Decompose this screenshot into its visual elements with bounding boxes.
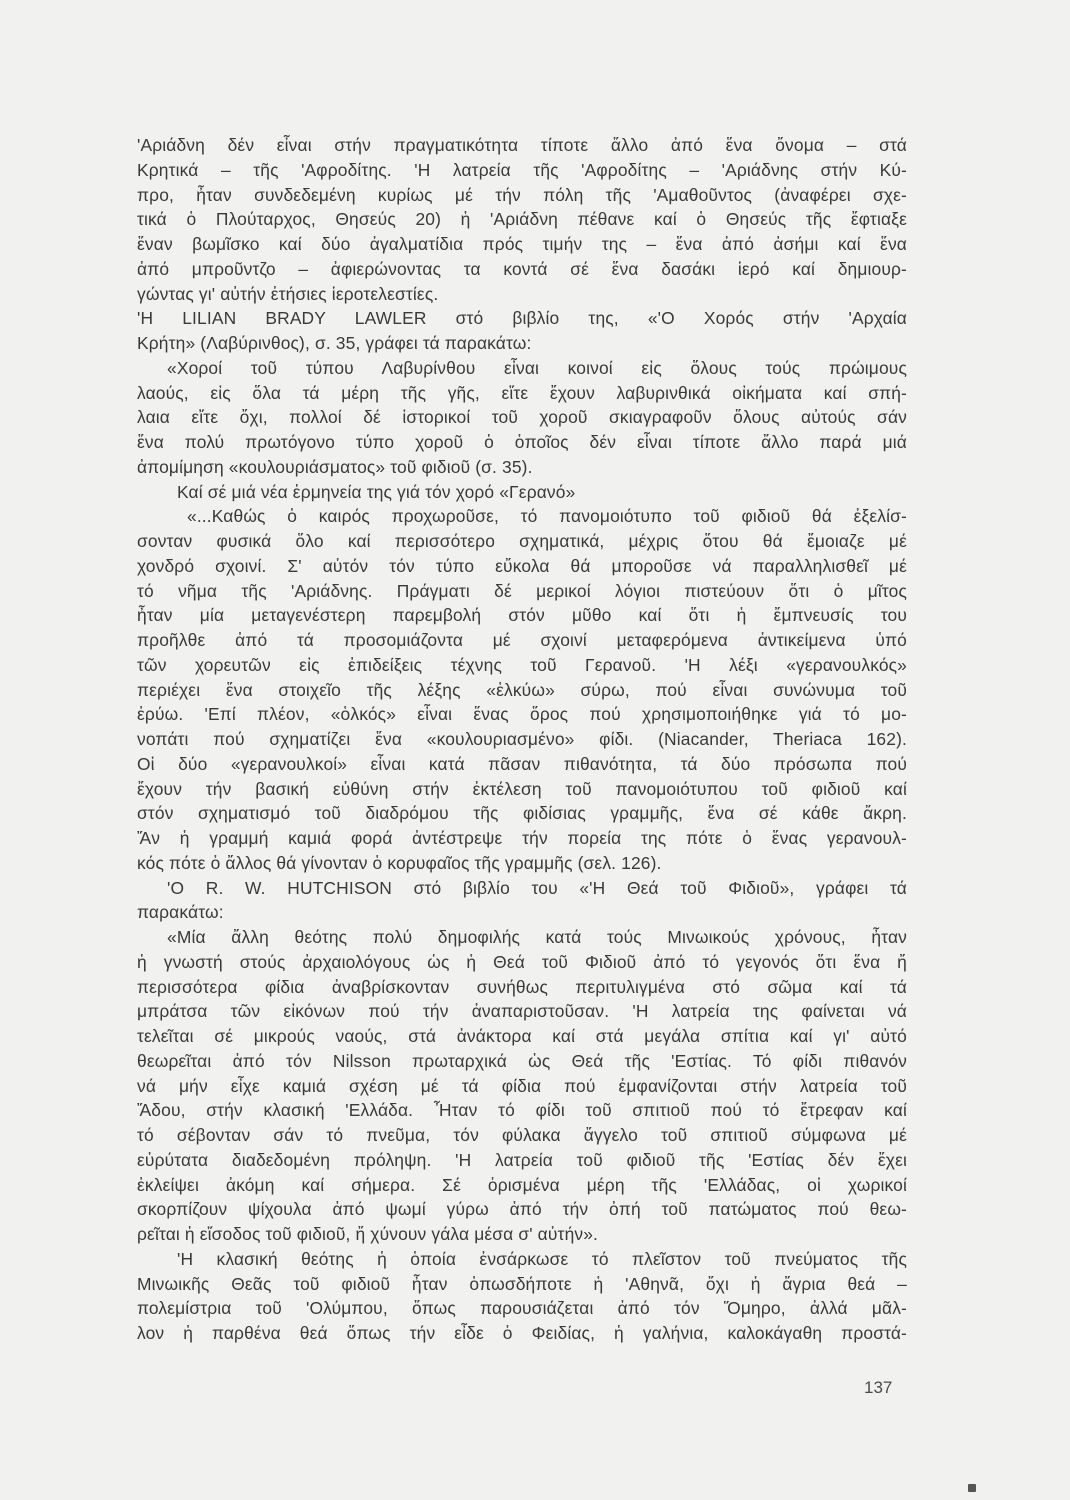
- page-number: 137: [864, 1378, 893, 1397]
- text-line: Ἄδου, στήν κλασική 'Ελλάδα. Ἦταν τό φίδι τοῦ σπιτιοῦ πού τό ἔτρεφαν καί: [137, 1100, 907, 1121]
- text-line: πολεμίστρια τοῦ 'Ολύμπου, ὅπως παρουσιάζεται ἀπό τόν Ὅμηρο, ἀλλά μᾶλ-: [137, 1298, 907, 1319]
- text-line: Μινωικῆς Θεᾶς τοῦ φιδιοῦ ἦταν ὁπωσδήποτε ἡ 'Αθηνᾶ, ὄχι ἡ ἄγρια θεά –: [137, 1273, 907, 1294]
- text-line: στόν σχηματισμό τοῦ διαδρόμου τῆς φιδίσιας γραμμῆς, ἕνα σέ κάθε ἄκρη.: [137, 803, 907, 824]
- text-line: ἕνα πολύ πρωτόγονο τύπο χοροῦ ὁ ὁποῖος δέν εἶναι τίποτε ἄλλο παρά μιά: [137, 432, 907, 452]
- text-line: θεωρεῖται ἀπό τόν Nilsson πρωταρχικά ὡς Θεά τῆς 'Εστίας. Τό φίδι πιθανόν: [137, 1050, 907, 1071]
- text-line: χονδρό σχοινί. Σ' αὐτόν τόν τύπο εὔκολα θά μποροῦσε νά παραλληλισθεῖ μέ: [137, 555, 907, 576]
- text-line: 'Η LILIAN BRADY LAWLER στό βιβλίο της, «'Ο Χορός στήν 'Αρχαία: [137, 308, 907, 329]
- text-line: τικά ὁ Πλούταρχος, Θησεύς 20) ἡ 'Αριάδνη πέθανε καί ὁ Θησεύς τῆς ἔφτιαξε: [137, 209, 907, 230]
- text-line: σονταν φυσικά ὅλο καί περισσότερο σχηματικά, μέχρις ὅτου θά ἔμοιαζε μέ: [137, 531, 907, 551]
- text-line: λον ἡ παρθένα θεά ὅπως τήν εἶδε ὁ Φειδίας, ἡ γαλήνια, καλοκάγαθη προστά-: [137, 1323, 907, 1343]
- text-line: προ, ἦταν συνδεδεμένη κυρίως μέ τήν πόλη τῆς 'Αμαθοῦντος (ἀναφέρει σχε-: [137, 184, 907, 205]
- text-line: τελεῖται σέ μικρούς ναούς, στά ἀνάκτορα καί στά μεγάλα σπίτια καί γι' αὐτό: [137, 1026, 907, 1046]
- text-line: ἀπό μπροῦντζο – ἀφιερώνοντας τα κοντά σέ ἕνα δασάκι ἱερό καί δημιουρ-: [137, 258, 907, 279]
- text-line: ρεῖται ἡ εἴσοδος τοῦ φιδιοῦ, ἤ χύνουν γάλα μέσα σ' αὐτήν».: [137, 1224, 599, 1244]
- text-line: ἦταν μία μεταγενέστερη παρεμβολή στόν μῦθο καί ὅτι ἡ ἔμπνευσίς του: [137, 605, 907, 626]
- text-line: ἐκλείψει ἀκόμη καί σήμερα. Σέ ὁρισμένα μέρη τῆς 'Ελλάδας, οἱ χωρικοί: [137, 1174, 907, 1195]
- text-line: 'Ο R. W. HUTCHISON στό βιβλίο του «'Η Θεά τοῦ Φιδιοῦ», γράφει τά: [167, 877, 907, 898]
- text-line: γώντας γι' αὐτήν ἐτήσιες ἱεροτελεστίες.: [137, 283, 439, 304]
- scan-mark: [968, 1484, 976, 1492]
- text-line: Ἄν ἡ γραμμή καμιά φορά ἀντέστρεψε τήν πορεία της πότε ὁ ἕνας γερανουλ-: [137, 828, 907, 848]
- text-line: Κρητικά – τῆς 'Αφροδίτης. 'Η λατρεία τῆς 'Αφροδίτης – 'Αριάδνης στήν Κύ-: [137, 159, 907, 180]
- text-line: κός πότε ὁ ἄλλος θά γίνονταν ὁ κορυφαῖος τῆς γραμμῆς (σελ. 126).: [137, 852, 662, 873]
- text-line: ἐρύω. 'Επί πλέον, «ὁλκός» εἶναι ἕνας ὅρος πού χρησιμοποιήθηκε γιά τό μο-: [137, 704, 907, 725]
- body-text: [137, 133, 907, 1346]
- text-line: σκορπίζουν ψίχουλα ἀπό ψωμί γύρω ἀπό τήν ὀπή τοῦ πατώματος πού θεω-: [137, 1199, 907, 1220]
- text-line: ἕναν βωμῖσκο καί δύο ἀγαλματίδια πρός τιμήν της – ἕνα ἀπό ἀσήμι καί ἕνα: [137, 234, 907, 254]
- text-line: λαούς, εἰς ὅλα τά μέρη τῆς γῆς, εἴτε ἔχουν λαβυρινθικά οἰκήματα καί σπή-: [137, 382, 907, 403]
- text-line: Οἱ δύο «γερανουλκοί» εἶναι κατά πᾶσαν πιθανότητα, τά δύο πρόσωπα πού: [137, 753, 907, 774]
- text-line: περιέχει ἕνα στοιχεῖο τῆς λέξης «ἑλκύω» σύρω, πού εἶναι συνώνυμα τοῦ: [137, 679, 907, 700]
- text-line: νά μήν εἶχε καμιά σχέση μέ τά φίδια πού ἐμφανίζονται στήν λατρεία τοῦ: [137, 1075, 907, 1096]
- text-line: λαια εἴτε ὄχι, πολλοί δέ ἱστορικοί τοῦ χοροῦ σκιαγραφοῦν ὅλους αὐτούς σάν: [137, 407, 907, 428]
- text-line: ἡ γνωστή στούς ἀρχαιολόγους ὡς ἡ Θεά τοῦ Φιδιοῦ ἀπό τό γεγονός ὅτι ἕνα ἤ: [137, 951, 907, 972]
- text-line: τό σέβονταν σάν τό πνεῦμα, τόν φύλακα ἄγγελο τοῦ σπιτιοῦ σύμφωνα μέ: [137, 1125, 907, 1145]
- text-line: 'Αριάδνη δέν εἶναι στήν πραγματικότητα τίποτε ἄλλο ἀπό ἕνα ὄνομα – στά: [137, 135, 907, 155]
- text-line: 'Η κλασική θεότης ἡ ὁποία ἐνσάρκωσε τό πλεῖστον τοῦ πνεύματος τῆς: [177, 1248, 907, 1269]
- text-line: περισσότερα φίδια ἀναβρίσκονταν συνήθως περιτυλιγμένα στό σῶμα καί τά: [137, 976, 907, 997]
- text-line: «...Καθώς ὁ καιρός προχωροῦσε, τό πανομοιότυπο τοῦ φιδιοῦ θά ἐξελίσ-: [187, 506, 907, 527]
- text-line: προῆλθε ἀπό τά προσομιάζοντα μέ σχοινί μεταφερόμενα ἀντικείμενα ὑπό: [137, 630, 907, 650]
- text-line: Καί σέ μιά νέα ἑρμηνεία της γιά τόν χορό «Γερανό»: [177, 481, 576, 502]
- text-line: τῶν χορευτῶν εἰς ἐπιδείξεις τέχνης τοῦ Γερανοῦ. 'Η λέξι «γερανουλκός»: [137, 654, 907, 675]
- text-line: εὐρύτατα διαδεδομένη πρόληψη. 'Η λατρεία τοῦ φιδιοῦ τῆς 'Εστίας δέν ἔχει: [137, 1149, 907, 1170]
- text-line: Κρήτη» (Λαβύρινθος), σ. 35, γράφει τά παρακάτω:: [137, 333, 532, 353]
- text-line: «Μία ἄλλη θεότης πολύ δημοφιλής κατά τούς Μινωικούς χρόνους, ἦταν: [167, 927, 907, 947]
- text-line: μπράτσα τῶν εἰκόνων πού τήν ἀναπαριστοῦσαν. 'Η λατρεία της φαίνεται νά: [137, 1001, 907, 1022]
- text-line: ἀπομίμηση «κουλουριάσματος» τοῦ φιδιοῦ (σ. 35).: [137, 456, 533, 477]
- text-line: τό νῆμα τῆς 'Αριάδνης. Πράγματι δέ μερικοί λόγιοι πιστεύουν ὅτι ὁ μῖτος: [137, 580, 907, 601]
- text-line: «Χοροί τοῦ τύπου Λαβυρίνθου εἶναι κοινοί εἰς ὅλους τούς πρώιμους: [167, 357, 907, 378]
- text-line: νοπάτι πού σχηματίζει ἕνα «κουλουριασμένο» φίδι. (Niacander, Theriaca 162).: [137, 729, 907, 749]
- text-line: ἔχουν τήν βασική εὐθύνη στήν ἐκτέλεση τοῦ πανομοιότυπου τοῦ φιδιοῦ καί: [137, 778, 907, 799]
- text-line: παρακάτω:: [137, 902, 224, 923]
